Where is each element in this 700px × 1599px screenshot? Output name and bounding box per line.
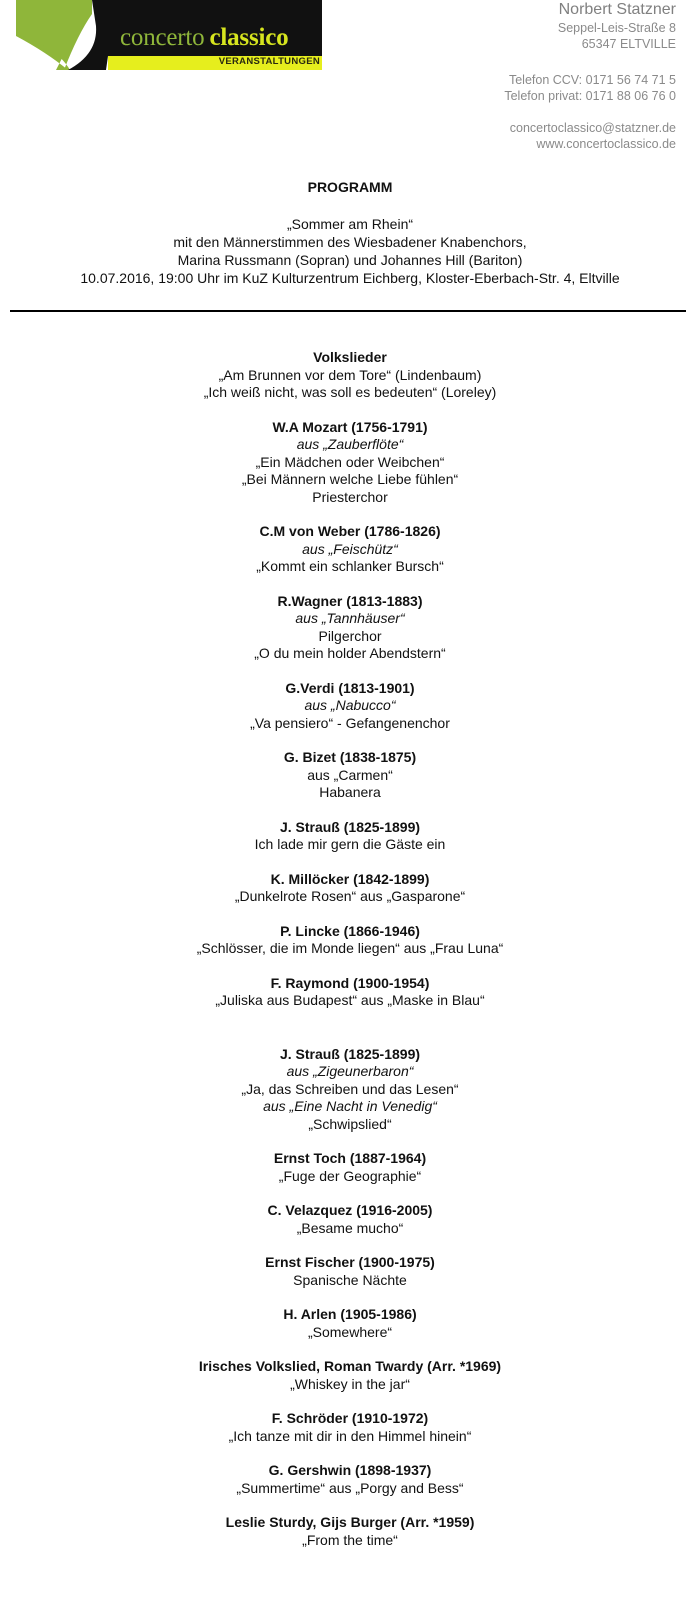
contact-street: Seppel-Leis-Straße 8 [557,21,676,35]
piece-line: „Dunkelrote Rosen“ aus „Gasparone“ [234,888,466,904]
piece-line: aus „Zauberflöte“ [296,436,404,452]
program-title: PROGRAMM [307,179,393,195]
piece-line: aus „Tannhäuser“ [295,610,405,626]
composer-heading: Ernst Fischer (1900-1975) [265,1254,435,1270]
contact-website[interactable]: www.concertoclassico.de [536,137,676,151]
piece-line: „Va pensiero“ - Gefangenenchor [250,714,450,731]
piece-line: „Am Brunnen vor dem Tore“ (Lindenbaum) [218,366,482,383]
composer-heading: J. Strauß (1825-1899) [279,1045,421,1062]
composer-heading: J. Strauß (1825-1899) [279,818,421,835]
program-entry [0,1202,700,1237]
composer-heading: H. Arlen (1905-1986) [283,1306,417,1322]
piece-line: „Schlösser, die im Monde liegen“ aus „Frau Luna“ [196,940,504,956]
program-entry [0,1410,700,1445]
piece-line: „Ich tanze mit dir in den Himmel hinein“ [228,1427,472,1444]
program-entry [0,1358,700,1393]
piece-line: aus „Zigeunerbaron“ [286,1063,414,1079]
contact-phone-ccv: Telefon CCV: 0171 56 74 71 5 [508,73,676,87]
piece-line: aus „Feischütz“ [302,540,398,557]
piece-line: „Ein Mädchen oder Weibchen“ [255,453,445,470]
piece-line: „Summertime“ aus „Porgy and Bess“ [236,1479,464,1496]
contact-city: 65347 ELTVILLE [581,37,676,51]
event-date-venue: 10.07.2016, 19:00 Uhr im KuZ Kulturzentrum Eichberg, Kloster-Eberbach-Str. 4, Eltville [80,270,620,286]
event-title: „Sommer am Rhein“ [286,216,414,232]
composer-heading: G. Gershwin (1898-1937) [268,1462,432,1478]
program-entry [0,1462,700,1497]
contact-name: Norbert Statzner [558,1,676,18]
program-entry [0,1306,700,1341]
divider-line [10,310,686,312]
program-entry [0,749,700,802]
piece-line: „From the time“ [302,1531,398,1548]
logo-word-classico: classico [209,24,289,51]
composer-heading: F. Schröder (1910-1972) [271,1410,429,1426]
piece-line: Habanera [319,784,381,800]
piece-line: Spanische Nächte [293,1271,407,1288]
piece-line: aus „Eine Nacht in Venedig“ [263,1098,437,1114]
program-entry [0,975,700,1010]
piece-line: aus „Nabucco“ [304,697,396,713]
piece-line: „Whiskey in the jar“ [290,1375,410,1392]
program-entry [0,1254,700,1289]
composer-heading: G. Bizet (1838-1875) [283,749,417,765]
program-entry [0,349,700,402]
program-entry [0,523,700,576]
logo-wordmark [120,24,288,52]
composer-heading: K. Millöcker (1842-1899) [270,870,430,887]
composer-heading: Ernst Toch (1887-1964) [273,1150,427,1166]
program-list [0,349,700,1566]
piece-line: „Ich weiß nicht, was soll es bedeuten“ (Loreley) [203,384,497,400]
composer-heading: W.A Mozart (1756-1791) [272,418,428,435]
contact-block [504,0,676,152]
piece-line: Ich lade mir gern die Gäste ein [254,836,446,852]
logo-subtitle: VERANSTALTUNGEN [218,56,320,67]
composer-heading: R.Wagner (1813-1883) [277,592,423,609]
program-entry [0,871,700,906]
program-entry [0,1046,700,1134]
piece-line: „Juliska aus Budapest“ aus „Maske in Blau“ [215,992,485,1008]
composer-heading: F. Raymond (1900-1954) [270,974,430,991]
composer-heading: Irisches Volkslied, Roman Twardy (Arr. *1969) [198,1358,502,1374]
composer-heading: Volkslieder [313,349,387,365]
composer-heading: P. Lincke (1866-1946) [280,922,420,939]
event-performers-1: mit den Männerstimmen des Wiesbadener Knabenchors, [173,234,527,250]
program-entry [0,1514,700,1549]
composer-heading: G.Verdi (1813-1901) [285,679,415,696]
piece-line: „Besame mucho“ [296,1219,404,1236]
event-performers-2: Marina Russmann (Sopran) und Johannes Hill (Bariton) [177,252,523,268]
program-entry [0,923,700,958]
piece-line: „Ja, das Schreiben und das Lesen“ [241,1080,459,1097]
program-entry [0,819,700,854]
program-entry [0,593,700,663]
program-entry [0,419,700,507]
piece-line: „O du mein holder Abendstern“ [254,645,446,661]
piece-line: „Bei Männern welche Liebe fühlen“ [241,471,459,487]
piece-line: „Somewhere“ [307,1323,393,1340]
composer-heading: C. Velazquez (1916-2005) [267,1202,433,1218]
piece-line: Pilgerchor [318,627,382,644]
piece-line: „Kommt ein schlanker Bursch“ [256,558,444,574]
piece-line: „Fuge der Geographie“ [278,1167,422,1184]
contact-email[interactable]: concertoclassico@statzner.de [509,121,676,135]
program-entry [0,1150,700,1185]
piece-line: Priesterchor [312,488,388,505]
piece-line: „Schwipslied“ [308,1115,392,1132]
composer-heading: Leslie Sturdy, Gijs Burger (Arr. *1959) [225,1514,475,1530]
contact-phone-private: Telefon privat: 0171 88 06 76 0 [504,89,676,103]
piece-line: aus „Carmen“ [307,766,393,783]
logo-word-concerto: concerto [120,24,205,51]
composer-heading: C.M von Weber (1786-1826) [259,523,441,539]
program-entry [0,680,700,733]
event-intro [0,215,700,287]
concerto-classico-logo [16,0,322,70]
